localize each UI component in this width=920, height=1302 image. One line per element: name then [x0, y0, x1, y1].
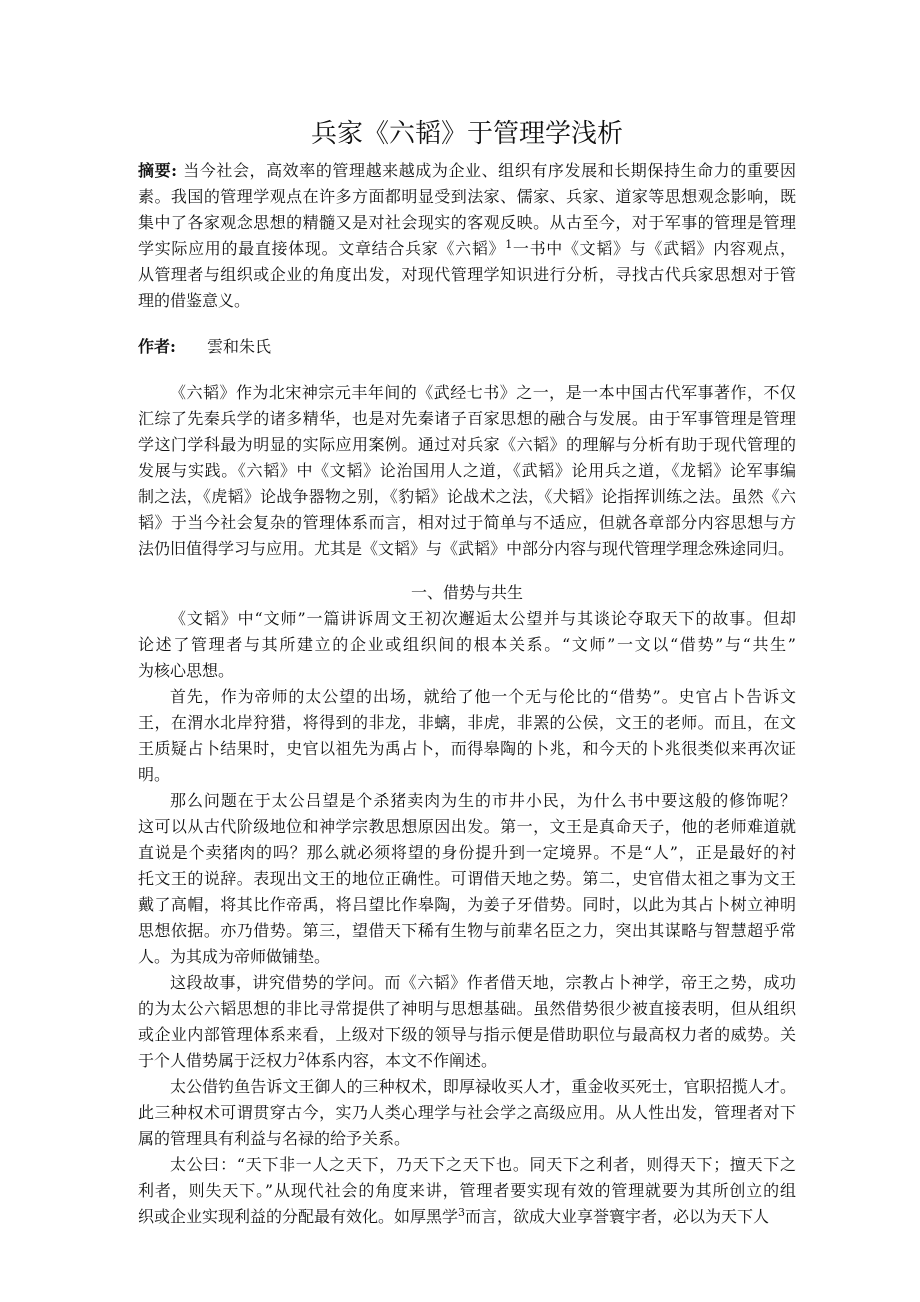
text-line: 论述了管理者与其所建立的企业或组织间的根本关系。“文师”一文以“借势”与“共生”: [138, 635, 796, 654]
text-line: 王质疑占卜结果时，史官以祖先为禹占卜，而得皋陶的卜兆，和今天的卜兆很类似来再次证: [138, 739, 796, 758]
text-line: 戴了高帽，将其比作帝禹，将吕望比作皋陶，为姜子牙借势。同时，以此为其占卜树立神明: [138, 895, 796, 914]
text-line: 摘要: 当今社会，高效率的管理越来越成为企业、组织有序发展和长期保持生命力的重要因: [138, 161, 796, 180]
text-line: 发展与实践。《六韬》中《文韬》论治国用人之道，《武韬》论用兵之道，《龙韬》论军事编: [138, 461, 796, 480]
text-line: 此三种权术可谓贯穿古今，实乃人类心理学与社会学之高级应用。从人性出发，管理者对下: [138, 1103, 796, 1122]
section-body: [138, 606, 796, 1230]
text-line: 明。: [138, 765, 171, 784]
text-line: 于个人借势属于泛权力$^2$体系内容，本文不作阐述。: [138, 1050, 498, 1070]
text-line: 汇综了先秦兵学的诸多精华，也是对先秦诸子百家思想的融合与发展。由于军事管理是管理: [138, 409, 796, 428]
text-line: 学实际应用的最直接体现。文章结合兵家《六韬》$^1$一书中《文韬》与《武韬》内容观点，: [138, 238, 796, 258]
text-line: 托文王的说辞。表现出文王的地位正确性。可谓借天地之势。第二，史官借太祖之事为文王: [138, 869, 796, 888]
paragraph: [138, 158, 796, 314]
text-line: 理的借鉴意义。: [138, 291, 251, 310]
text-line: 织或企业实现利益的分配最有效化。如厚黑学$^3$而言，欲成大业享誉寰宇者，必以为天下人: [138, 1206, 770, 1226]
text-line: 利者，则失天下。”从现代社会的角度来讲，管理者要实现有效的管理就要为其所创立的组: [138, 1181, 796, 1200]
abstract: [138, 158, 796, 314]
footnote-marker[interactable]: 1: [505, 238, 513, 251]
text-line: 直说是个卖猪肉的吗？那么就必须将望的身份提升到一定境界。不是“人”，正是最好的衬: [138, 843, 796, 862]
text-line: 或企业内部管理体系来看，上级对下级的领导与指示便是借助职位与最高权力者的威势。关: [138, 1025, 796, 1044]
text-line: 这可以从古代阶级地位和神学宗教思想原因出发。第一，文王是真命天子，他的老师难道就: [138, 817, 796, 836]
text-line: 韬》于当今社会复杂的管理体系而言，相对过于简单与不适应，但就各章部分内容思想与方: [138, 513, 796, 532]
text-line: 属的管理具有利益与名禄的给予关系。: [138, 1129, 411, 1148]
text-line: 这段故事，讲究借势的学问。而《六韬》作者借天地，宗教占卜神学，帝王之势，成功: [170, 973, 796, 992]
paragraph: [138, 606, 796, 684]
paragraph: [138, 684, 796, 788]
text-line: 太公借钓鱼告诉文王御人的三种权术，即厚禄收买人才，重金收买死士，官职招揽人才。: [170, 1077, 796, 1096]
paragraph: [138, 788, 796, 970]
paragraph: [138, 970, 796, 1074]
footnote-marker[interactable]: 3: [458, 1206, 466, 1219]
text-line: 《文韬》中“文师”一篇讲诉周文王初次邂逅太公望并与其谈论夺取天下的故事。但却: [170, 609, 796, 628]
text-line: 那么问题在于太公吕望是个杀猪卖肉为生的市井小民，为什么书中要这般的修饰呢？: [170, 791, 796, 810]
text-line: 太公曰：“天下非一人之天下，乃天下之天下也。同天下之利者，则得天下；擅天下之: [170, 1155, 796, 1174]
text-line: 思想依据。亦乃借势。第三，望借天下稀有生物与前辈名臣之力，突出其谋略与智慧超乎常: [138, 921, 796, 940]
text-line: 制之法，《虎韬》论战争器物之别，《豹韬》论战术之法，《犬韬》论指挥训练之法。虽然《六: [138, 487, 796, 506]
text-line: 法仍旧值得学习与应用。尤其是《文韬》与《武韬》中部分内容与现代管理学理念殊途同归。: [138, 539, 795, 558]
text-line: 集中了各家观念思想的精髓又是对社会现实的客观反映。从古至今，对于军事的管理是管理: [138, 213, 796, 232]
author-line: [138, 334, 796, 360]
author-name: 雲和朱氏: [207, 337, 272, 356]
footnote-marker[interactable]: 2: [298, 1050, 306, 1063]
paragraph: [138, 1074, 796, 1152]
text-line: 为核心思想。: [138, 661, 235, 680]
text-line: 素。我国的管理学观点在许多方面都明显受到法家、儒家、兵家、道家等思想观念影响，既: [138, 187, 796, 206]
paragraph: [138, 1152, 796, 1230]
abstract-label: 摘要:: [138, 161, 184, 180]
text-line: 王，在渭水北岸狩猎，将得到的非龙，非螭，非虎，非罴的公侯，文王的老师。而且，在文: [138, 713, 796, 732]
paragraph: [138, 380, 796, 562]
text-line: 从管理者与组织或企业的角度出发，对现代管理学知识进行分析，寻找古代兵家思想对于管: [138, 265, 796, 284]
author-label: 作者:: [138, 337, 176, 356]
text-line: 学这门学科最为明显的实际应用案例。通过对兵家《六韬》的理解与分析有助于现代管理的: [138, 435, 796, 454]
section-heading: 一、借势与共生: [410, 583, 523, 602]
text-line: 的为太公六韬思想的非比寻常提供了神明与思想基础。虽然借势很少被直接表明，但从组织: [138, 999, 796, 1018]
intro-paragraph: [138, 380, 796, 562]
text-line: 《六韬》作为北宋神宗元丰年间的《武经七书》之一，是一本中国古代军事著作，不仅: [170, 383, 796, 402]
text-line: 人。为其成为帝师做铺垫。: [138, 947, 331, 966]
document-title: 兵家《六韬》于管理学浅析: [310, 119, 623, 149]
text-line: 首先，作为帝师的太公望的出场，就给了他一个无与伦比的“借势”。史官占卜告诉文: [170, 687, 796, 706]
document-page: [138, 116, 796, 1230]
